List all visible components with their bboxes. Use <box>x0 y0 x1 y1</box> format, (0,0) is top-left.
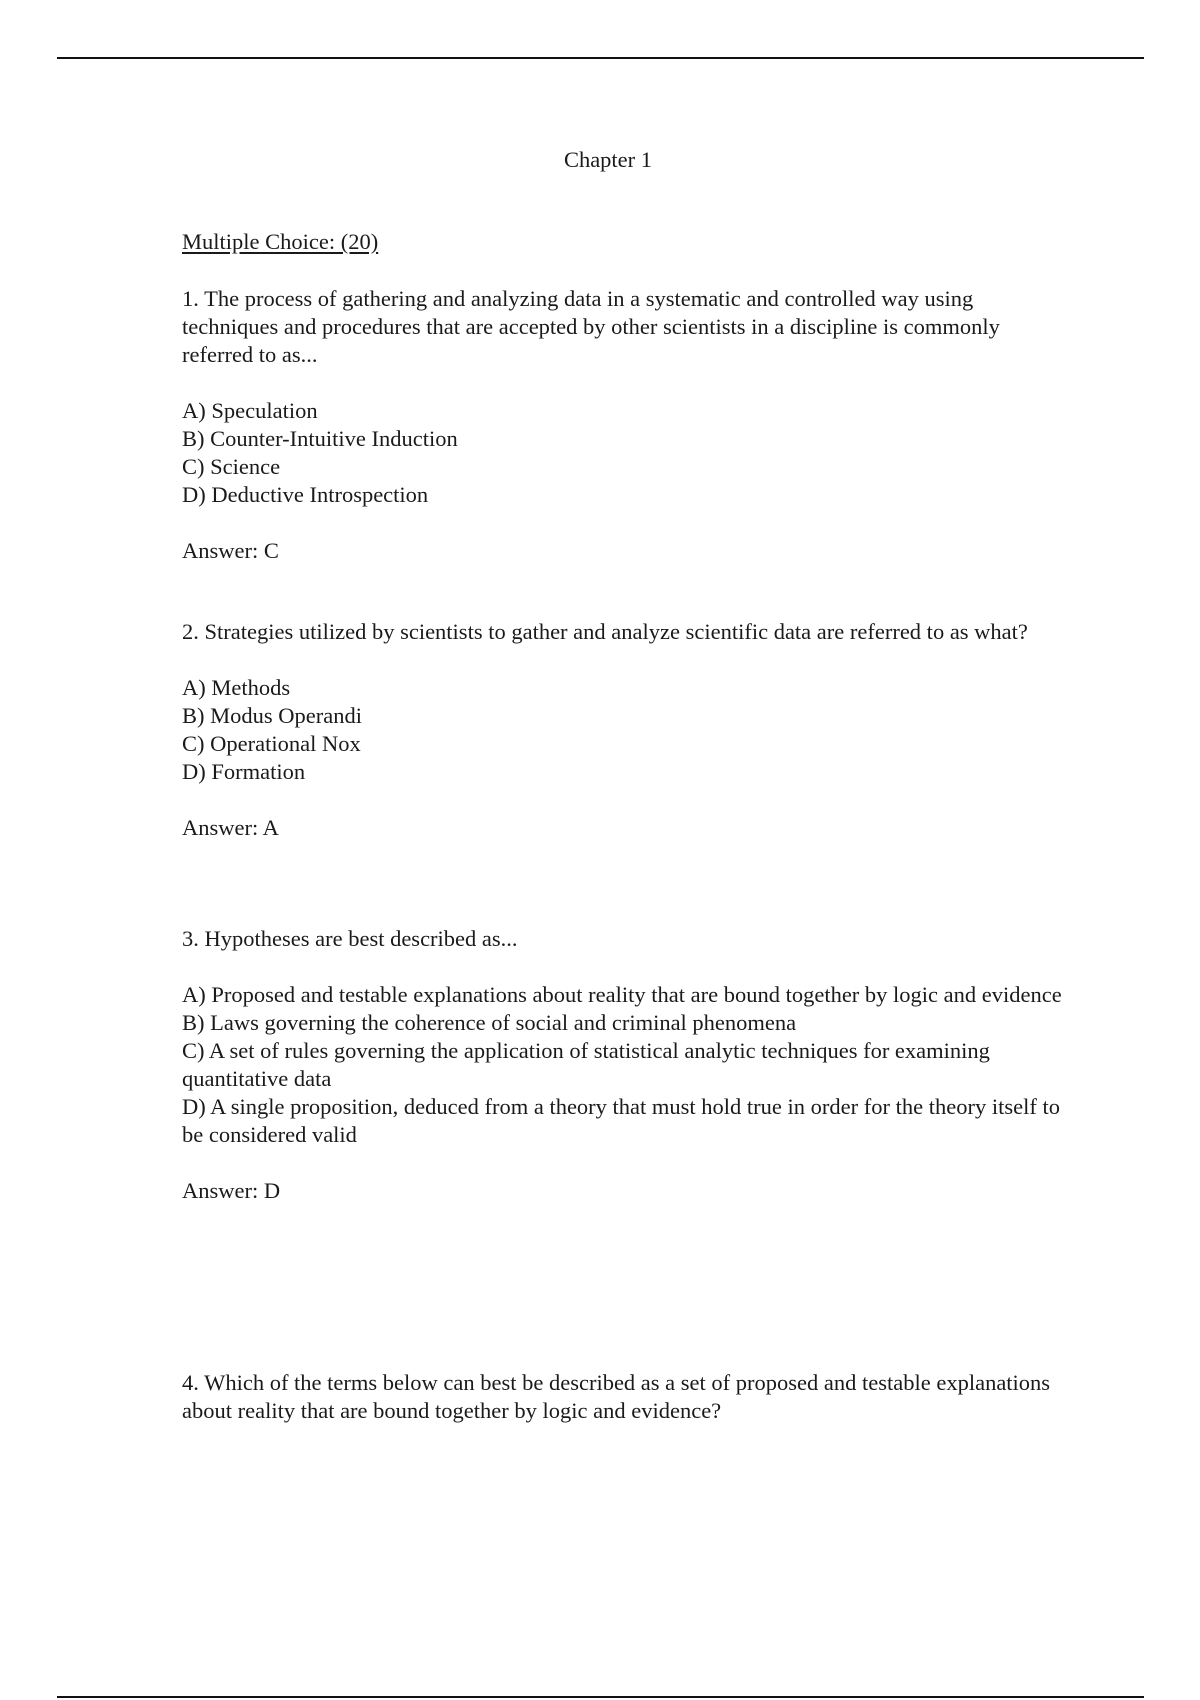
option-list <box>182 397 1062 509</box>
option-c: C) Operational Nox <box>182 731 361 756</box>
option-c: C) A set of rules governing the application of statistical analytic techniques for examining quantitative data <box>182 1038 990 1091</box>
section-heading: Multiple Choice: (20) <box>182 229 379 254</box>
question-text: 1. The process of gathering and analyzing data in a systematic and controlled way using techniques and procedures that are accepted by other scientists in a discipline is commonly referred to as... <box>182 286 1000 367</box>
question-text: 3. Hypotheses are best described as... <box>182 926 518 951</box>
option-d: D) Deductive Introspection <box>182 482 429 507</box>
question-1 <box>182 285 1062 565</box>
bottom-rule <box>57 1696 1144 1698</box>
answer-line: Answer: C <box>182 538 279 563</box>
option-a: A) Proposed and testable explanations about reality that are bound together by logic and evidence <box>182 982 1062 1007</box>
question-3 <box>182 925 1062 1205</box>
option-b: B) Modus Operandi <box>182 703 362 728</box>
option-a: A) Speculation <box>182 398 318 423</box>
option-d: D) A single proposition, deduced from a theory that must hold true in order for the theory itself to be considered valid <box>182 1094 1060 1147</box>
question-2 <box>182 618 1062 842</box>
option-a: A) Methods <box>182 675 291 700</box>
option-c: C) Science <box>182 454 281 479</box>
option-b: B) Laws governing the coherence of social and criminal phenomena <box>182 1010 797 1035</box>
question-text: 2. Strategies utilized by scientists to gather and analyze scientific data are referred to as what? <box>182 619 1028 644</box>
option-b: B) Counter-Intuitive Induction <box>182 426 458 451</box>
option-d: D) Formation <box>182 759 306 784</box>
chapter-title: Chapter 1 <box>563 147 653 172</box>
question-4 <box>182 1369 1062 1425</box>
answer-line: Answer: A <box>182 815 279 840</box>
option-list <box>182 981 1062 1149</box>
question-text: 4. Which of the terms below can best be described as a set of proposed and testable explanations about reality that are bound together by logic and evidence? <box>182 1370 1051 1423</box>
answer-line: Answer: D <box>182 1178 281 1203</box>
option-list <box>182 674 1062 786</box>
top-rule <box>57 57 1144 59</box>
